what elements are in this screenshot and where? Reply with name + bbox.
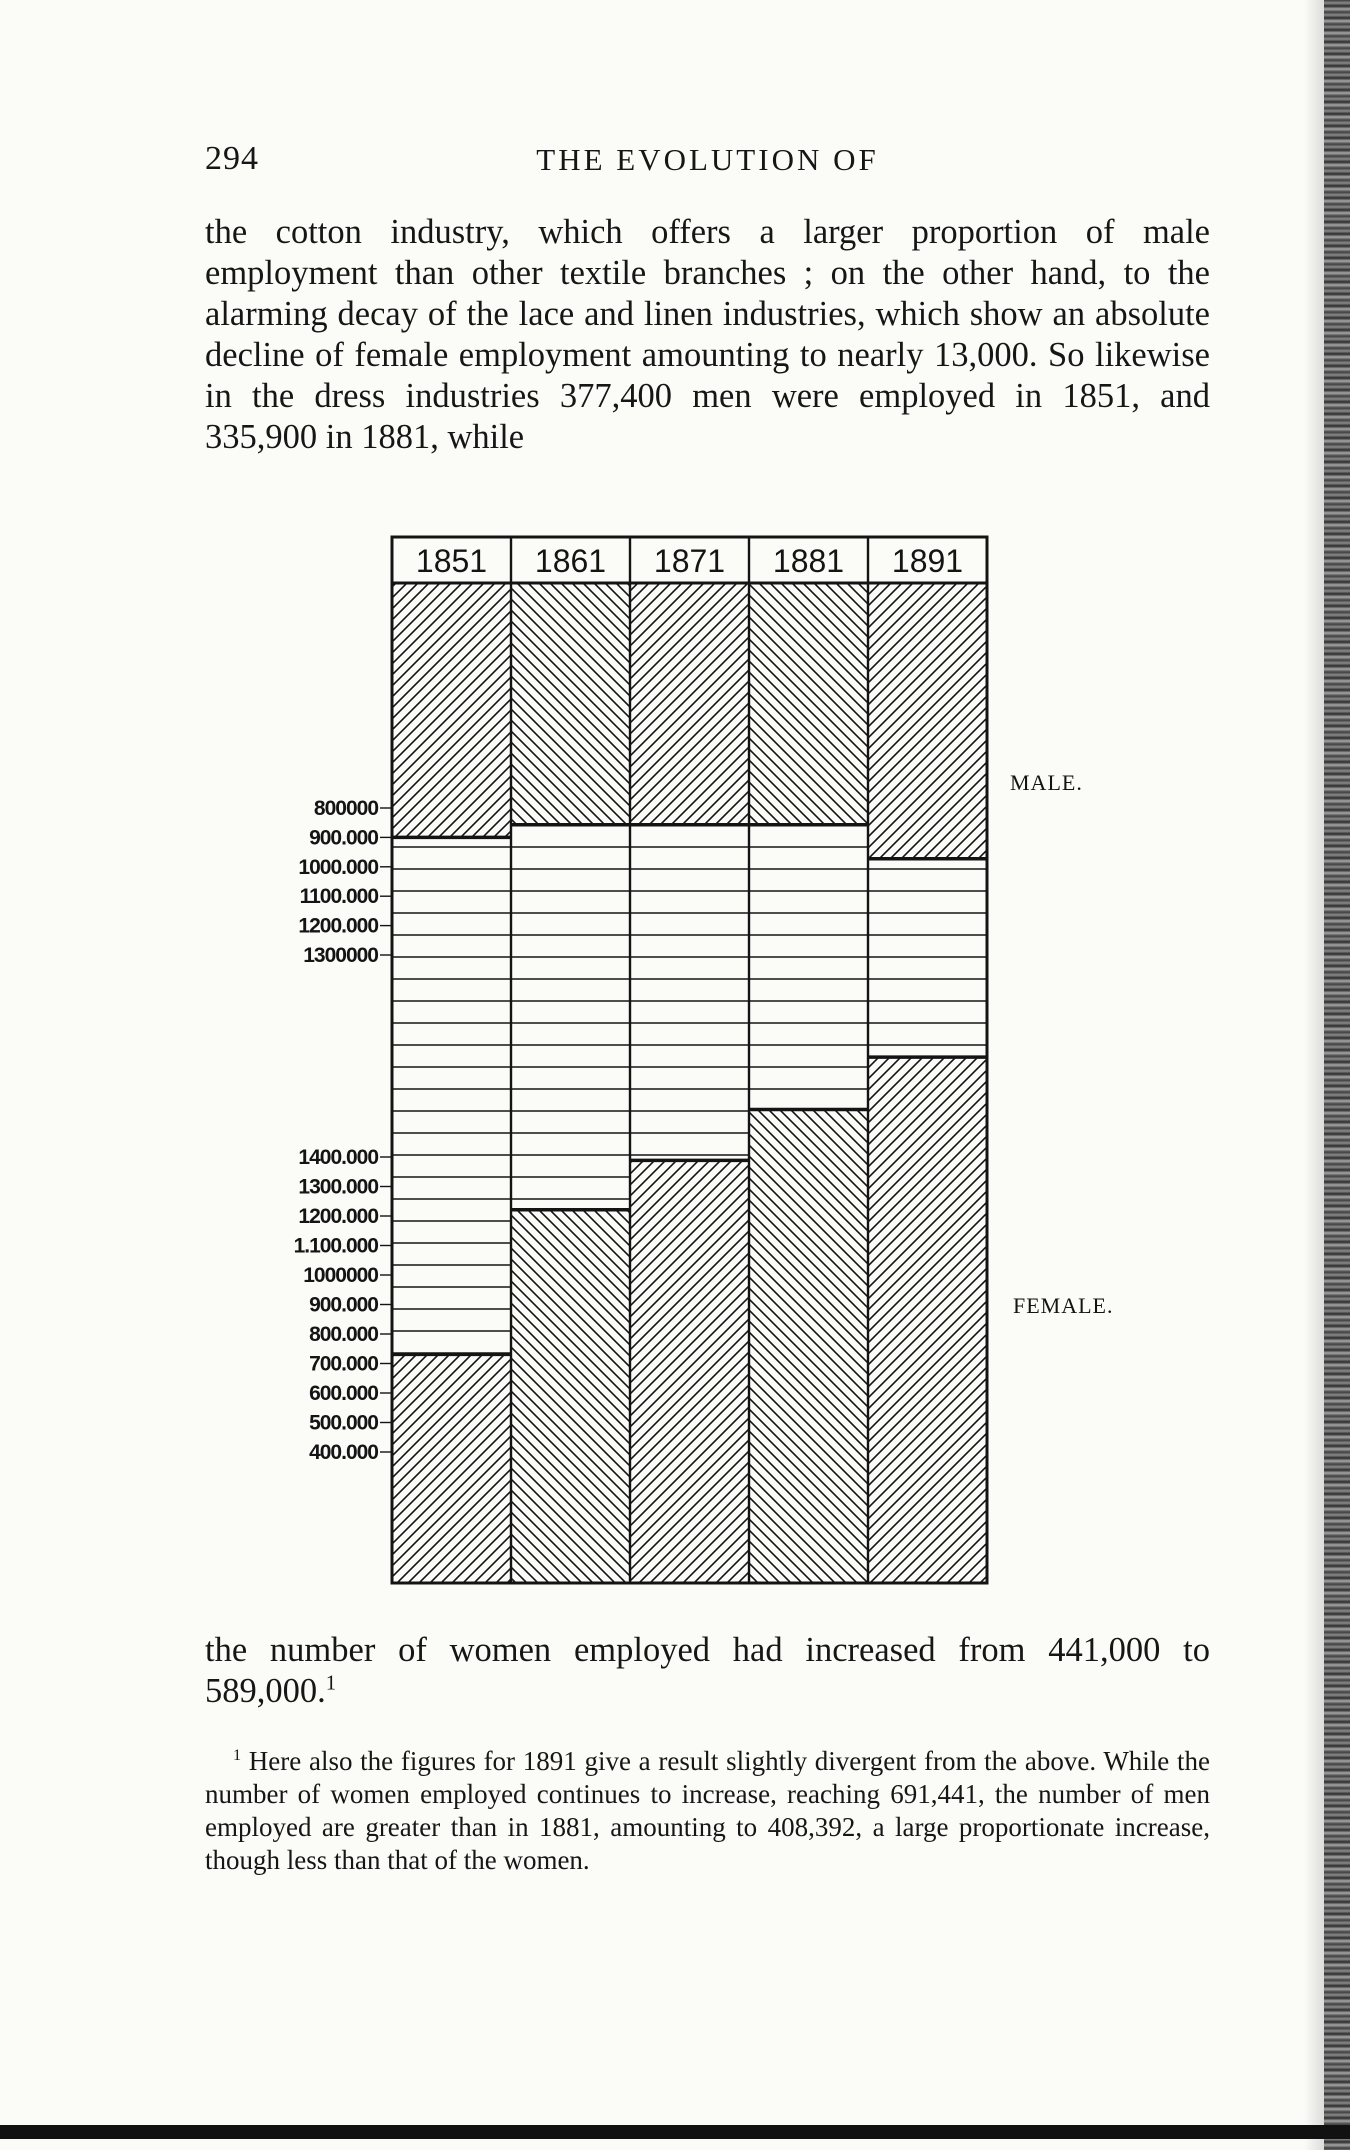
chart-bars bbox=[392, 583, 987, 1583]
female-axis-tick: 700.000 bbox=[309, 1352, 378, 1376]
female-axis-tick: 1400.000 bbox=[298, 1146, 378, 1169]
male-bar-1871 bbox=[630, 583, 749, 825]
female-axis-tick: 1200.000 bbox=[298, 1205, 378, 1228]
male-bar-1881 bbox=[749, 583, 868, 825]
male-axis-tick: 1200.000 bbox=[298, 914, 378, 938]
scan-bottom-edge bbox=[0, 2125, 1350, 2139]
year-label-1851: 1851 bbox=[415, 543, 488, 579]
paragraph-text: the cotton industry, which offers a larger proportion of male employment than other textile branches ; on the other hand, to the alarming decay of the lace and linen industries, which show an absolute decline of female employment amounting to nearly 13,000. So likewise in the dress industries 377,400 men were employed in 1851, and 335,900 in 1881, while bbox=[205, 213, 1210, 456]
male-bar-1851 bbox=[392, 583, 511, 837]
running-title: THE EVOLUTION OF bbox=[536, 142, 879, 177]
female-axis-tick: 1300.000 bbox=[298, 1175, 378, 1199]
male-bar-1891 bbox=[868, 583, 987, 859]
male-axis-tick: 900.000 bbox=[309, 826, 378, 850]
female-axis-tick: 500.000 bbox=[309, 1411, 378, 1435]
male-bar-1861 bbox=[511, 583, 630, 825]
female-bar-1851 bbox=[392, 1354, 511, 1583]
female-axis-tick: 800.000 bbox=[309, 1323, 378, 1346]
female-axis-tick: 400.000 bbox=[309, 1441, 378, 1464]
female-bar-1871 bbox=[630, 1160, 749, 1583]
body-paragraph-bottom bbox=[205, 1630, 1210, 1712]
female-axis-tick: 1.100.000 bbox=[293, 1234, 378, 1258]
female-axis-tick: 900.000 bbox=[309, 1293, 378, 1317]
male-axis-tick: 1300000 bbox=[303, 944, 378, 967]
paragraph-continued-text: the number of women employed had increased from 441,000 to 589,000. bbox=[205, 1631, 1210, 1710]
footnote-text bbox=[205, 1745, 1210, 1877]
footnote-body: Here also the figures for 1891 give a result slightly divergent from the above. While the number of women employed continues to increase, reaching 691,441, the number of men employed are greater than in 1881, amounting to 408,392, a large proportionate increase, though less than that of the women. bbox=[205, 1746, 1210, 1875]
male-axis-tick: 1100.000 bbox=[299, 885, 378, 909]
year-label-1871: 1871 bbox=[653, 543, 726, 579]
male-axis-tick: 800000 bbox=[313, 797, 378, 820]
year-label-1861: 1861 bbox=[534, 543, 607, 579]
year-label-1881: 1881 bbox=[772, 543, 845, 579]
male-axis-tick: 1000.000 bbox=[298, 855, 378, 879]
year-label-1891: 1891 bbox=[891, 543, 964, 579]
female-axis-tick: 1000000 bbox=[303, 1264, 378, 1287]
page-number: 294 bbox=[205, 140, 259, 177]
footnote-marker: 1 bbox=[233, 1746, 242, 1764]
footnote bbox=[205, 1745, 1210, 1877]
female-label: FEMALE. bbox=[1013, 1293, 1114, 1318]
female-axis-tick: 600.000 bbox=[309, 1382, 378, 1405]
female-bar-1891 bbox=[868, 1057, 987, 1583]
footnote-reference: 1 bbox=[325, 1672, 337, 1695]
female-bar-1881 bbox=[749, 1110, 868, 1584]
female-bar-1861 bbox=[511, 1210, 630, 1583]
male-label: MALE. bbox=[1010, 770, 1083, 795]
paragraph-text-continued bbox=[205, 1630, 1210, 1712]
